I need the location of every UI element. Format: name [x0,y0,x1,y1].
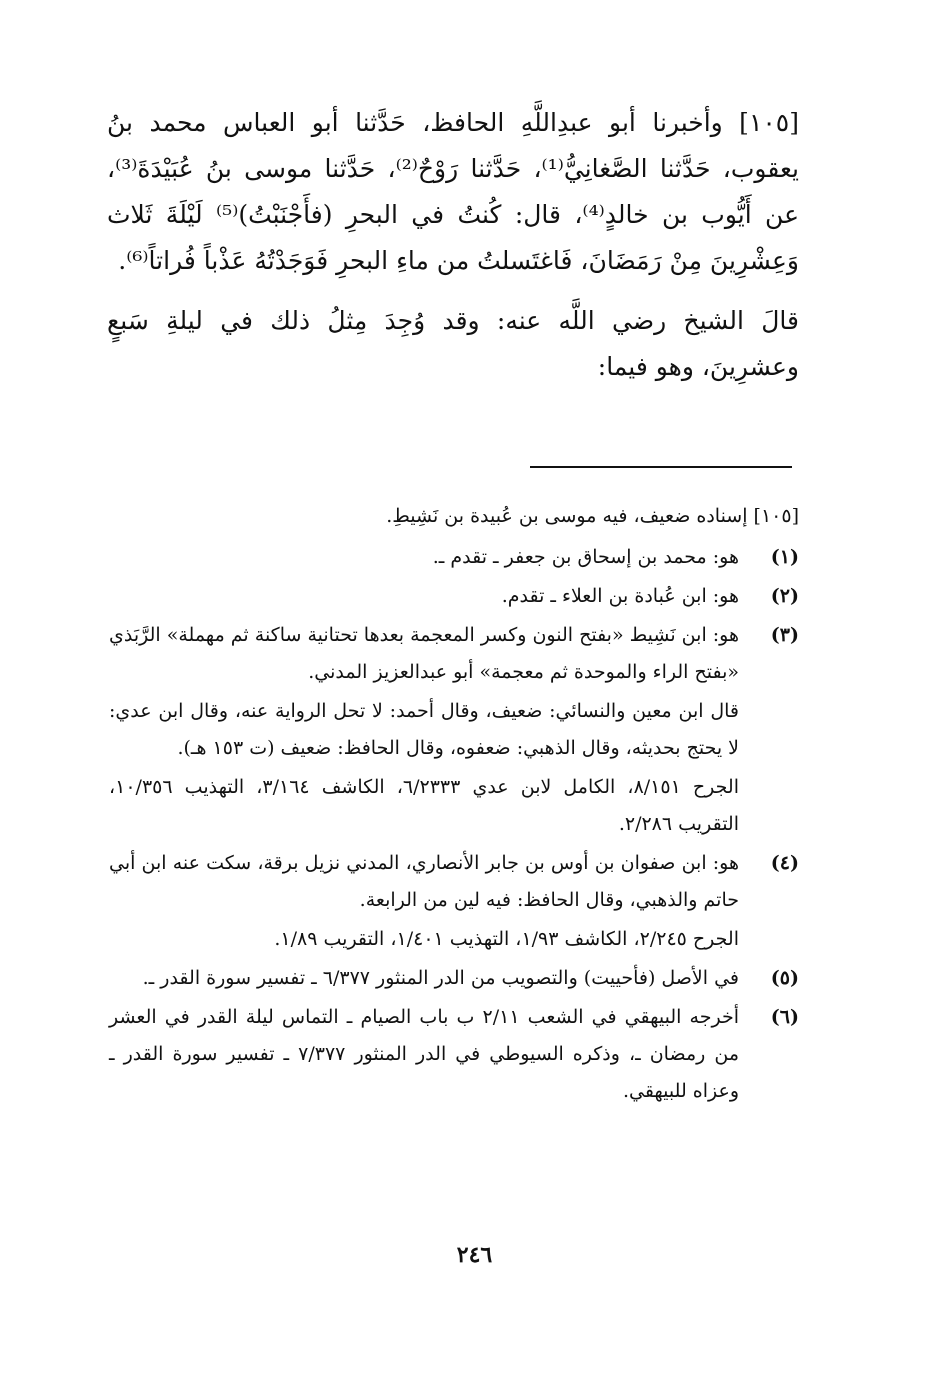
footnote-item [109,617,799,843]
footnote-text: هو: محمد بن إسحاق بن جعفر ـ تقدم ـ. [432,546,739,568]
footnote-text: هو: ابن صفوان بن أوس بن جابر الأنصاري، المدني نزيل برقة، سكت عنه ابن أبي حاتم والذهبي، وقال الحافظ: فيه لين من الرابعة. [109,852,739,911]
footnote-item [109,539,799,576]
footnotes [109,498,799,1112]
footnote-number: (١) [770,546,799,568]
footnote-number: (٣) [770,624,799,646]
footnote-text: قال ابن معين والنسائي: ضعيف، وقال أحمد: لا تحل الرواية عنه، وقال ابن عدي: لا يحتج بحديثه، وقال الذهبي: ضعفوه، وقال الحافظ: ضعيف (ت ١٥٣ هـ). [109,700,739,759]
footnote-item [109,845,799,958]
footnote-body [109,617,739,843]
footnote-head: [١٠٥] إسناده ضعيف، فيه موسى بن عُبيدة بن نَشِيطِ. [386,505,799,527]
footnote-number: (٥) [770,967,799,989]
footnote-body [109,539,739,576]
footnote-text: هو: ابن نَشِيط «بفتح النون وكسر المعجمة بعدها تحتانية ساكنة ثم مهملة» الرَّبَذي «بفتح الراء والموحدة ثم معجمة» أبو عبدالعزيز المدني. [109,624,739,683]
footnote-text: في الأصل (فأحييت) والتصويب من الدر المنثور ٦/٣٧٧ ـ تفسير سورة القدر ـ. [142,967,739,989]
footnote-text: الجرح ٢/٢٤٥، الكاشف ١/٩٣، التهذيب ١/٤٠١، التقريب ١/٨٩. [274,928,739,950]
footnote-body [109,960,739,997]
footnote-item [109,960,799,997]
footnote-separator [530,466,792,468]
hadith-paragraph: [١٠٥] وأخبرنا أبو عبدِاللَّهِ الحافظ، حَدَّثنا أبو العباس محمد بنُ يعقوب، حَدَّثنا الصَّغانِيُّ⁽¹⁾، حَدَّثنا رَوْحٌ⁽²⁾، حَدَّثنا موسى بنُ عُبَيْدَةَ⁽³⁾، عن أَيُّوب بن خالدٍ⁽⁴⁾، قال: كُنتُ في البحرِ (فأَجْنَبْتُ)⁽⁵⁾ لَيْلَةَ ثَلاث وَعِشْرِينَ مِنْ رَمَضَانَ، فَاغتَسلتُ من ماءِ البحرِ فَوَجَدْتُهُ عَذْباً فُراتاً⁽⁶⁾. [107,108,799,275]
footnote-number: (٦) [770,1006,799,1028]
footnote-number: (٤) [770,852,799,874]
main-text [107,100,799,390]
footnote-number: (٢) [770,585,799,607]
footnote-item [109,999,799,1110]
page-number: ٢٤٦ [456,1242,493,1268]
footnote-body [109,999,739,1110]
footnote-text: هو: ابن عُبادة بن العلاء ـ تقدم. [501,585,739,607]
footnote-item [109,578,799,615]
footnote-text: الجرح ٨/١٥١، الكامل لابن عدي ٦/٢٣٣٣، الكاشف ٣/١٦٤، التهذيب ١٠/٣٥٦، التقريب ٢/٢٨٦. [109,776,739,835]
commentary-paragraph: قالَ الشيخ رضي اللَّه عنه: وقد وُجِدَ مِثلُ ذلك في ليلةِ سَبعٍ وعشرِينَ، وهو فيما: [107,306,799,381]
footnote-body [109,578,739,615]
footnote-text: أخرجه البيهقي في الشعب ٢/١١ ب باب الصيام ـ التماس ليلة القدر في العشر من رمضان ـ، وذكره السيوطي في الدر المنثور ٧/٣٧٧ ـ تفسير سورة القدر ـ وعزاه للبيهقي. [109,1006,739,1102]
footnote-body [109,845,739,958]
